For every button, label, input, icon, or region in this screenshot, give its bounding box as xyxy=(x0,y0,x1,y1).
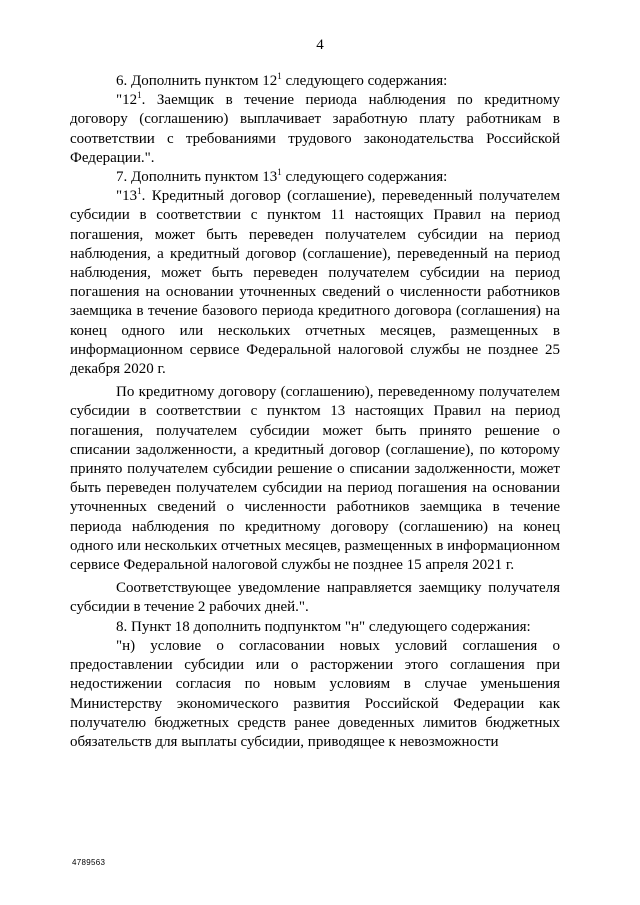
paragraph-6-heading: 6. Дополнить пунктом $12^1$ следующего содержания: xyxy=(116,71,448,89)
document-code: 4789563 xyxy=(72,858,106,867)
page-number: 4 xyxy=(316,37,324,53)
paragraph-8-heading: 8. Пункт 18 дополнить подпунктом "н" следующего содержания: xyxy=(116,618,531,635)
paragraph-debt-writeoff: По кредитному договору (соглашению), переведенному получателем субсидии в соответствии с пунктом 13 настоящих Правил на период погашения, получателем субсидии может быть принято решение о списании задолженности, а кредитный договор (соглашение), по которому принято получателем субсидии решение о списании задолженности, может быть переведен получателем субсидии на период погашения на основании уточненных сведений о численности работников заемщика в течение периода наблюдения по кредитному договору (соглашению) на конец одного или нескольких отчетных месяцев, размещенных в информационном сервисе Федеральной налоговой службы не позднее 15 апреля 2021 г. xyxy=(70,384,560,574)
paragraph-subitem-n: "н) условие о согласовании новых условий соглашения о предоставлении субсидии или о расторжении этого соглашения при недостижении согласия по новым условиям в случае уменьшения Министерству экономического развития Российской Федерации как получателю бюджетных средств ранее доведенных лимитов бюджетных обязательств для выплаты субсидии, приводящее к невозможности xyxy=(70,637,560,750)
document-body xyxy=(70,72,560,752)
paragraph-notification: Соответствующее уведомление направляется заемщику получателя субсидии в течение 2 рабочих дней.". xyxy=(70,580,560,616)
paragraph-12-1: "$12^1$. Заемщик в течение периода наблюдения по кредитному договору (соглашению) выплачивает заработную плату работникам в соответствии с требованиями трудового законодательства Российской Федерации.". xyxy=(70,90,560,166)
paragraph-7-heading: 7. Дополнить пунктом $13^1$ следующего содержания: xyxy=(116,167,448,186)
paragraph-13-1: "$13^1$. Кредитный договор (соглашение), переведенный получателем субсидии в соответствии с пунктом 11 настоящих Правил на период погашения, может быть переведен получателем субсидии на период наблюдения, а кредитный договор (соглашение), переведенный на период наблюдения, может быть переведен получателем субсидии на период погашения на основании уточненных сведений о численности работников заемщика в течение базового периода кредитного договора (соглашения) на конец одного или нескольких отчетных месяцев, размещенных в информационном сервисе Федеральной налоговой службы не позднее 25 декабря 2020 г. xyxy=(70,186,560,378)
